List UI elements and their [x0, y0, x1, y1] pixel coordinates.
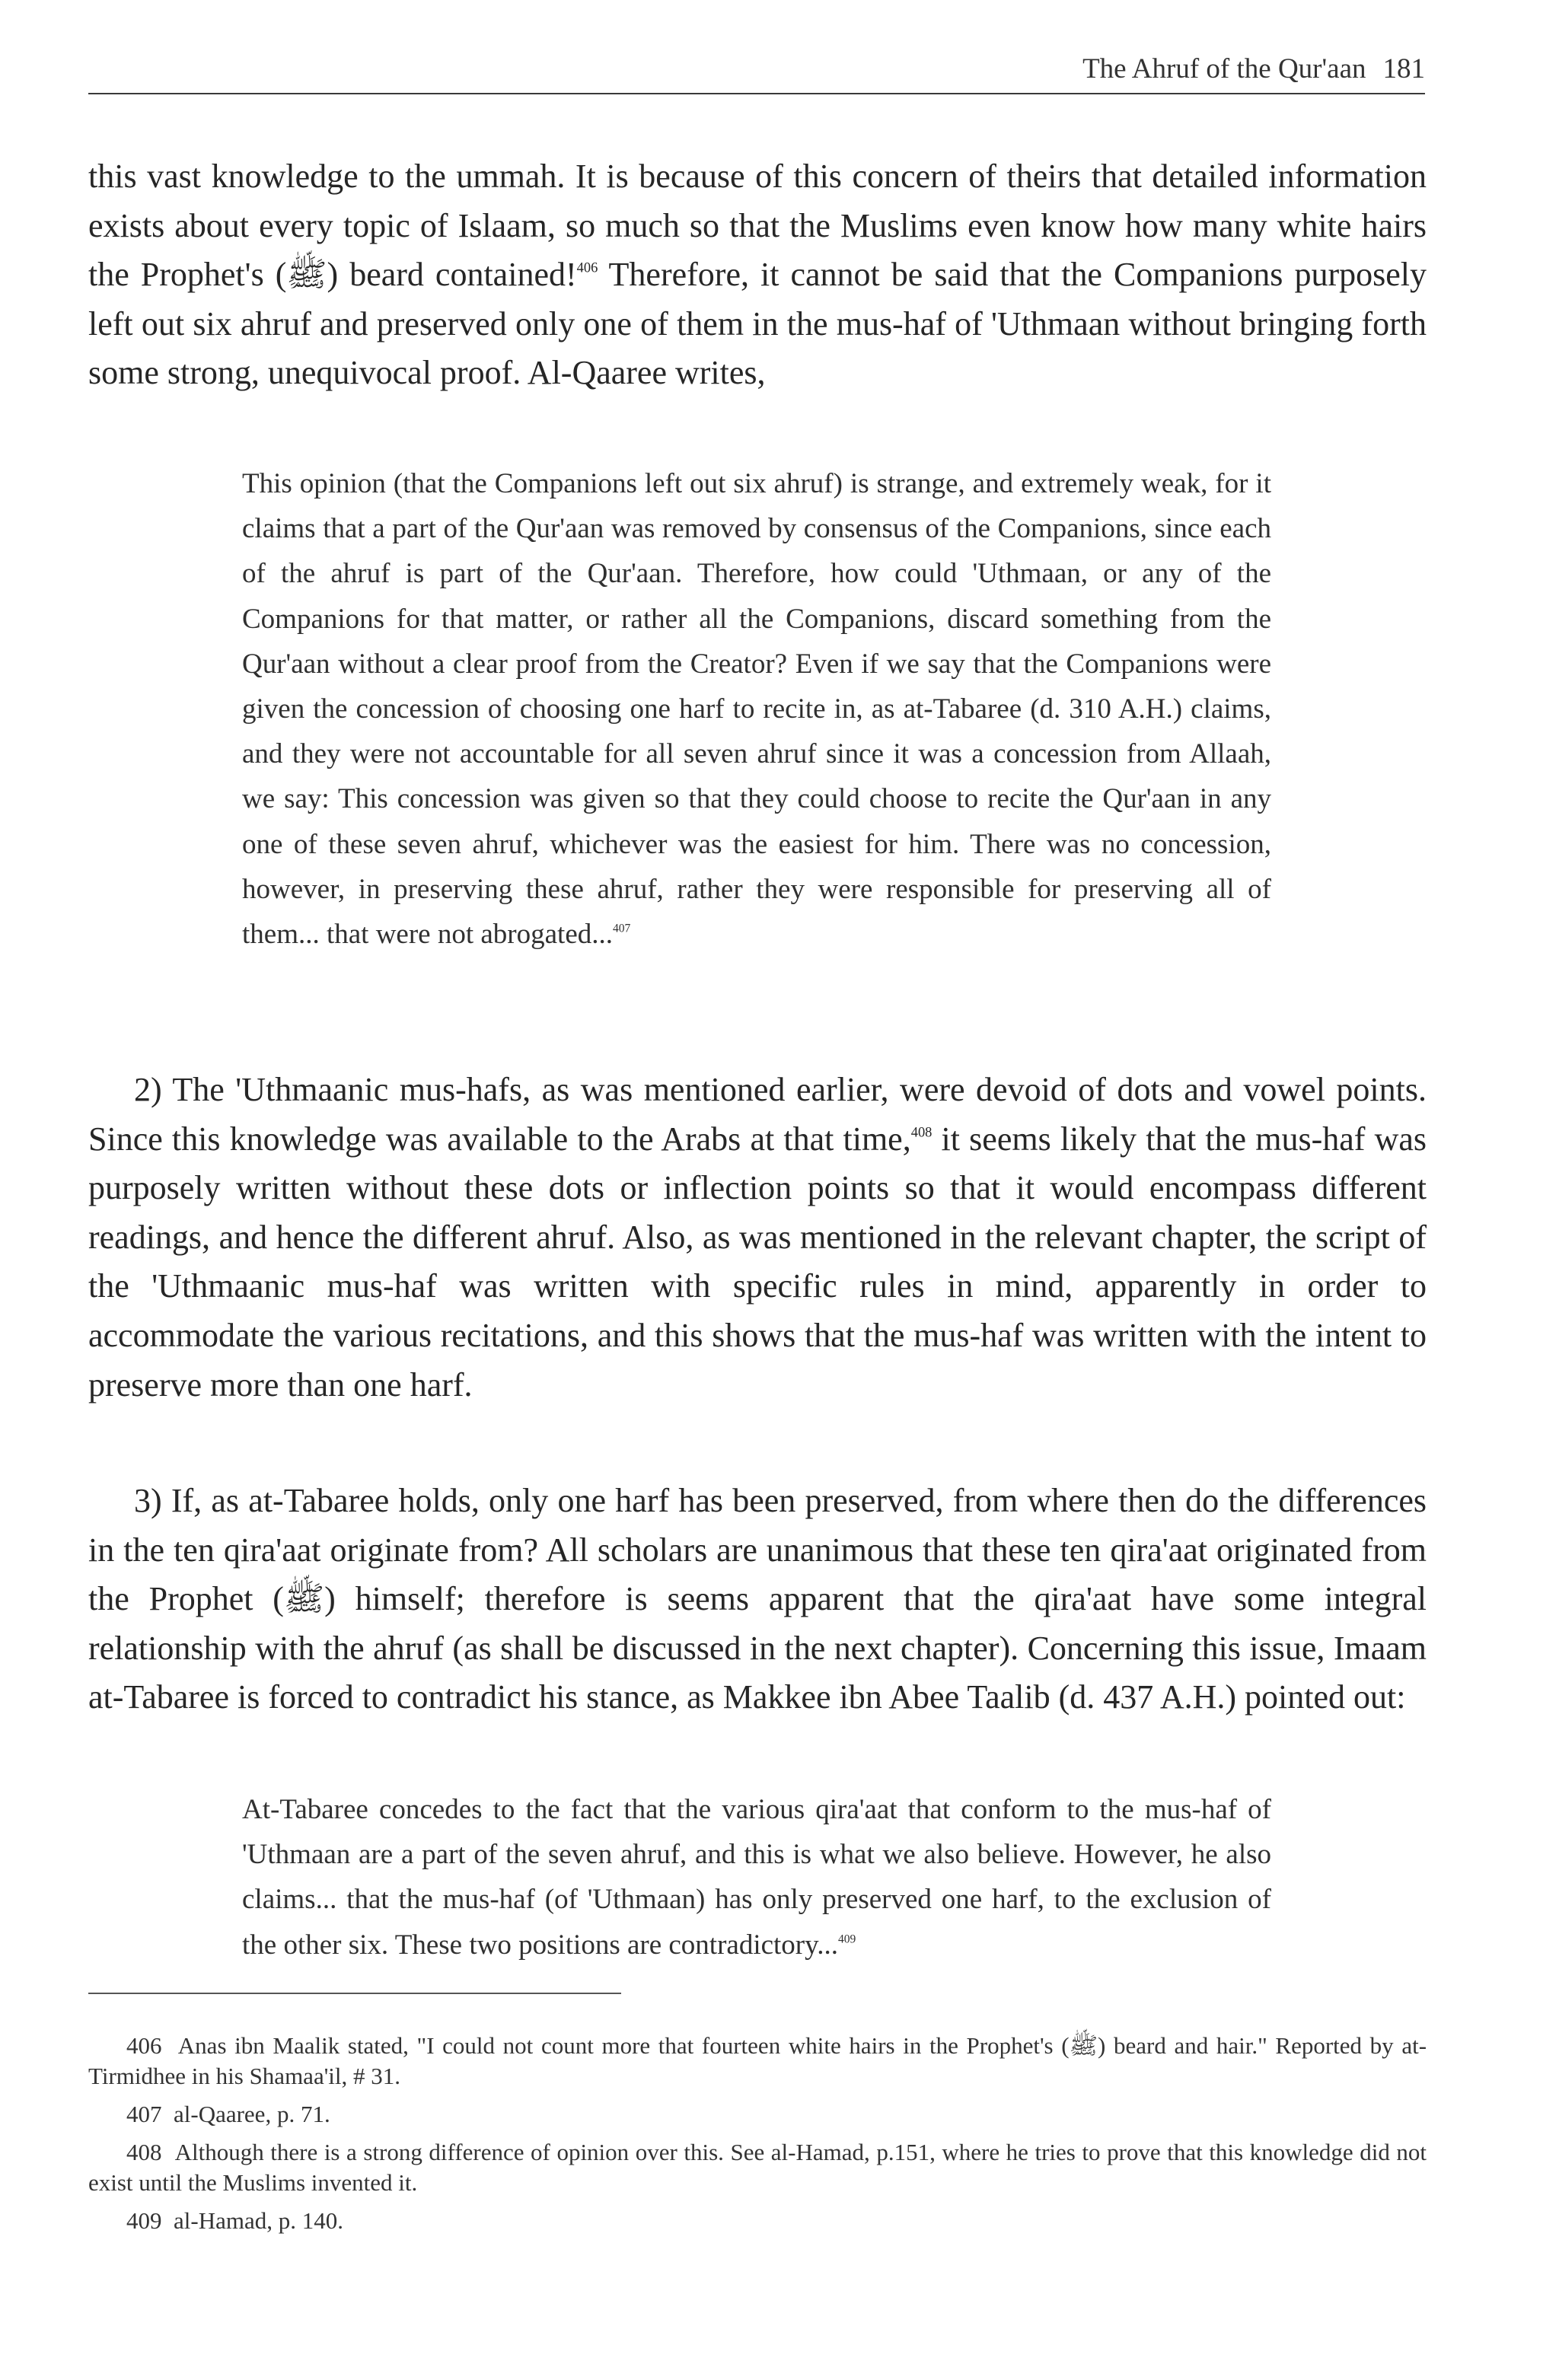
footnote-text: al-Qaaree, p. 71.: [174, 2101, 330, 2127]
paragraph-2-text: 2) The 'Uthmaanic mus-hafs, as was mentioned earlier, were devoid of dots and vowel points. Since this knowledge was available to the Arabs at that time,: [88, 1071, 1427, 1158]
footnote-ref-409: 409: [837, 1932, 856, 1945]
paragraph-3: [88, 1477, 1427, 1722]
page-number: 181: [1382, 53, 1425, 84]
running-head: [88, 46, 1425, 94]
footnote-408: [88, 2137, 1427, 2198]
block-quote-2: [242, 1787, 1271, 1967]
footnotes: [88, 2031, 1427, 2244]
paragraph-1-text: this vast knowledge to the ummah. It is because of this concern of theirs that detailed information exists about every topic of Islaam, so much so that the Muslims even know how many white hairs the Prophet's (ﷺ) beard contained!: [88, 158, 1427, 294]
block-quote-1: [242, 461, 1271, 957]
paragraph-2: [88, 1066, 1427, 1410]
footnote-number: 408: [126, 2139, 162, 2165]
paragraph-1-continued: Therefore, it cannot be said that the Companions purposely left out six ahruf and preserved only one of them in the mus-haf of 'Uthmaan without bringing forth some strong, unequivocal proof. Al-Qaaree writes,: [88, 256, 1427, 392]
running-head-title: The Ahruf of the Qur'aan: [1082, 53, 1366, 84]
footnote-409: [88, 2206, 1427, 2236]
footnote-text: al-Hamad, p. 140.: [174, 2207, 343, 2234]
footnote-number: 406: [126, 2032, 162, 2059]
block-quote-2-text: At-Tabaree concedes to the fact that the various qira'aat that conform to the mus-haf of 'Uthmaan are a part of the seven ahruf, and this is what we also believe. However, he also claims... that the mus-haf (of 'Uthmaan) has only preserved one harf, to the exclusion of the other six. These two positions are contradictory...: [242, 1794, 1271, 1961]
footnote-number: 409: [126, 2207, 162, 2234]
footnote-ref-407: 407: [613, 922, 631, 935]
footnote-ref-406: 406: [576, 260, 598, 276]
footnote-text: Anas ibn Maalik stated, "I could not count more that fourteen white hairs in the Prophet's (ﷺ) beard and hair." Reported by at-Tirmidhee in his Shamaa'il, # 31.: [88, 2032, 1427, 2089]
footnote-406: [88, 2031, 1427, 2092]
footnote-text: Although there is a strong difference of opinion over this. See al-Hamad, p.151, where he tries to prove that this knowledge did not exist until the Muslims invented it.: [88, 2139, 1427, 2196]
footnote-number: 407: [126, 2101, 162, 2127]
footnote-divider: [88, 1993, 621, 1994]
paragraph-1: [88, 152, 1427, 398]
footnote-407: [88, 2099, 1427, 2130]
footnote-ref-408: 408: [910, 1124, 933, 1140]
paragraph-3-text: 3) If, as at-Tabaree holds, only one harf has been preserved, from where then do the differences in the ten qira'aat originate from? All scholars are unanimous that these ten qira'aat originated from the Prophet (ﷺ) himself; therefore is seems apparent that the qira'aat have some integral relationship with the ahruf (as shall be discussed in the next chapter). Concerning this issue, Imaam at-Tabaree is forced to contradict his stance, as Makkee ibn Abee Taalib (d. 437 A.H.) pointed out:: [88, 1482, 1427, 1716]
paragraph-2-continued: it seems likely that the mus-haf was purposely written without these dots or inflection points so that it would encompass different readings, and hence the different ahruf. Also, as was mentioned in the relevant chapter, the script of the 'Uthmaanic mus-haf was written with specific rules in mind, apparently in order to accommodate the various recitations, and this shows that the mus-haf was written with the intent to preserve more than one harf.: [88, 1120, 1427, 1403]
block-quote-1-text: This opinion (that the Companions left out six ahruf) is strange, and extremely weak, for it claims that a part of the Qur'aan was removed by consensus of the Companions, since each of the ahruf is part of the Qur'aan. Therefore, how could 'Uthmaan, or any of the Companions for that matter, or rather all the Companions, discard something from the Qur'aan without a clear proof from the Creator? Even if we say that the Companions were given the concession of choosing one harf to recite in, as at-Tabaree (d. 310 A.H.) claims, and they were not accountable for all seven ahruf since it was a concession from Allaah, we say: This concession was given so that they could choose to recite the Qur'aan in any one of these seven ahruf, whichever was the easiest for him. There was no concession, however, in preserving these ahruf, rather they were responsible for preserving all of them... that were not abrogated...: [242, 468, 1271, 951]
